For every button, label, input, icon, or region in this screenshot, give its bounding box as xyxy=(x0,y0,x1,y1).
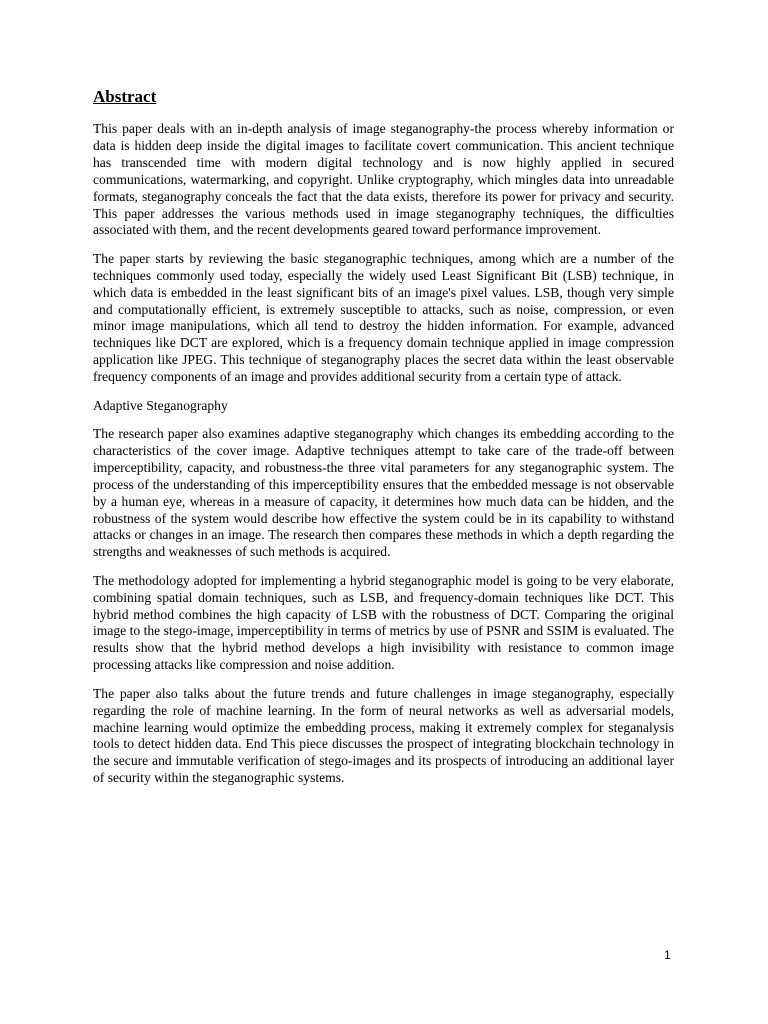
paragraph-methodology: The methodology adopted for implementing a hybrid steganographic model is going to be very elaborate, combining spatial domain techniques, such as LSB, and frequency-domain techniques like DCT. This hybrid method combines the high capacity of LSB with the robustness of DCT. Comparing the original image to the stego-image, imperceptibility in terms of metrics by use of PSNR and SSIM is evaluated. The results show that the hybrid method develops a high invisibility with resistance to common image processing attacks like compression and noise addition. xyxy=(93,572,674,673)
paragraph-future-trends: The paper also talks about the future trends and future challenges in image steganography, especially regarding the role of machine learning. In the form of neural networks as well as adversarial models, machine learning would optimize the embedding process, making it extremely complex for steganalysis tools to detect hidden data. End This piece discusses the prospect of integrating blockchain technology in the secure and immutable verification of stego-images and its prospects of introducing an additional layer of security within the steganographic systems. xyxy=(93,685,674,786)
paragraph-basic-techniques: The paper starts by reviewing the basic steganographic techniques, among which are a number of the techniques commonly used today, especially the widely used Least Significant Bit (LSB) technique, in which data is embedded in the least significant bits of an image's pixel values. LSB, though very simple and computationally efficient, is extremely susceptible to attacks, such as noise, compression, or even minor image manipulations, which all tend to destroy the hidden information. For example, advanced techniques like DCT are explored, which is a frequency domain technique applied in image compression application like JPEG. This technique of steganography places the secret data within the least observable frequency components of an image and provides additional security from a certain type of attack. xyxy=(93,250,674,385)
abstract-heading: Abstract xyxy=(93,87,157,106)
paragraph-adaptive: The research paper also examines adaptive steganography which changes its embedding according to the characteristics of the cover image. Adaptive techniques attempt to take care of the trade-off between imperceptibility, capacity, and robustness-the three vital parameters for any steganographic system. The process of the understanding of this imperceptibility ensures that the embedded message is not observable by a human eye, whereas in a measure of capacity, it determines how much data can be hidden, and the robustness of the system would describe how effective the system could be in its capability to withstand attacks or changes in an image. The research then compares these methods in which a depth regarding the strengths and weaknesses of such methods is acquired. xyxy=(93,426,674,560)
subheading-adaptive-steganography: Adaptive Steganography xyxy=(93,397,228,413)
page-number: 1 xyxy=(664,948,671,962)
page-content xyxy=(93,86,674,799)
paragraph-introduction: This paper deals with an in-depth analysis of image steganography-the process whereby information or data is hidden deep inside the digital images to facilitate covert communication. This ancient technique has transcended time with modern digital technology and is now highly applied in secured communications, watermarking, and copyright. Unlike cryptography, which mingles data into unreadable formats, steganography conceals the fact that the data exists, therefore its power for privacy and security. This paper addresses the various methods used in image steganography techniques, the difficulties associated with them, and the recent developments geared toward performance improvement. xyxy=(93,121,674,238)
